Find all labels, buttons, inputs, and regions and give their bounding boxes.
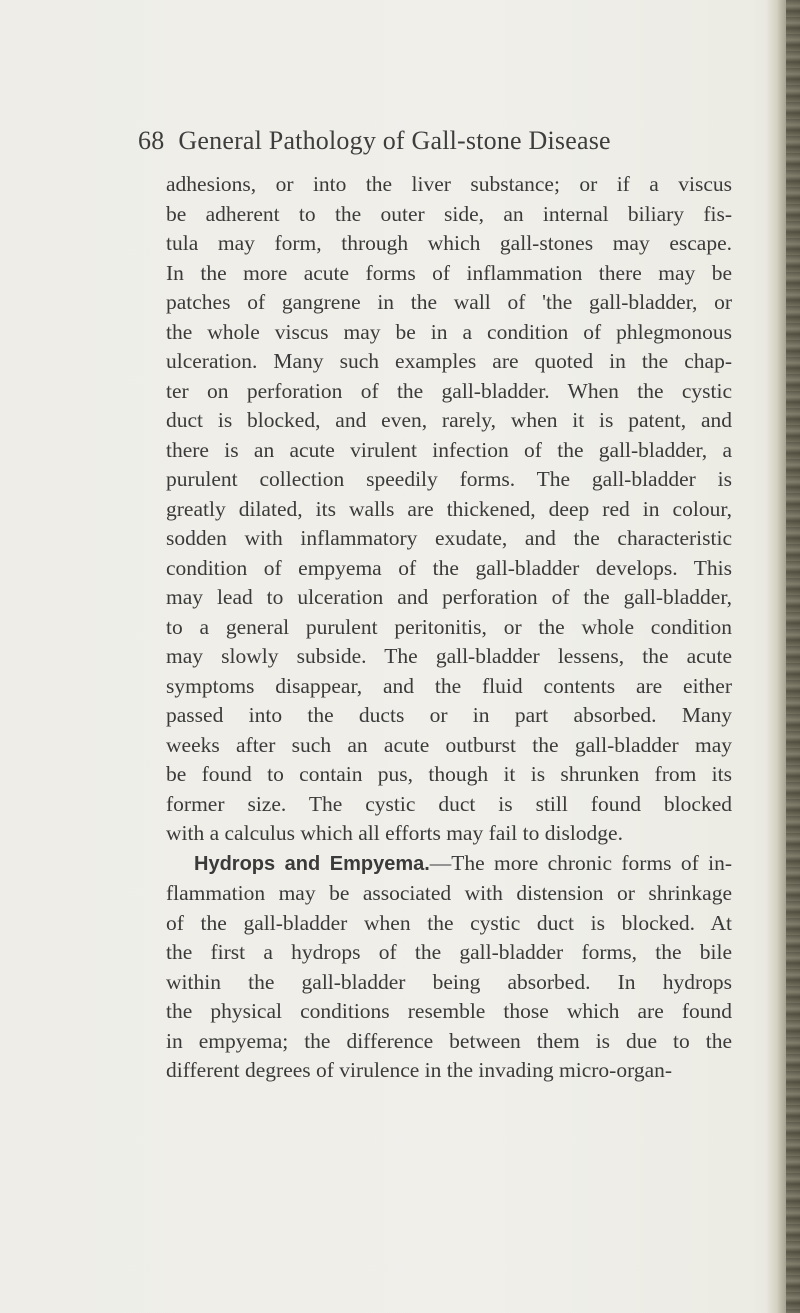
page-edge-shadow (766, 0, 800, 1313)
text-line: passed into the ducts or in part absorbed. Many (166, 703, 732, 727)
text-line: patches of gangrene in the wall of 'the gall-bladder, or (166, 290, 732, 314)
text-line: ulceration. Many such examples are quoted in the chap- (166, 349, 732, 373)
text-line: condition of empyema of the gall-bladder develops. This (166, 555, 732, 580)
running-header (138, 126, 611, 156)
text-line: weeks after such an acute outburst the gall-bladder may (166, 732, 732, 757)
page-number: 68 (138, 126, 165, 155)
text-line: within the gall-bladder being absorbed. In hydrops (166, 969, 732, 994)
text-line: different degrees of virulence in the invading micro-organ- (166, 1058, 673, 1082)
text-line: duct is blocked, and even, rarely, when it is patent, and (166, 408, 732, 432)
body-text (166, 170, 732, 1086)
text-line: with a calculus which all efforts may fail to dislodge. (166, 821, 623, 845)
text-line: tula may form, through which gall-stones may escape. (166, 231, 732, 255)
section-heading: Hydrops and Empyema. (194, 852, 430, 875)
text-line: to a general purulent peritonitis, or the whole condition (166, 614, 732, 639)
text-line: the whole viscus may be in a condition of phlegmonous (166, 319, 732, 344)
text-line: adhesions, or into the liver substance; or if a viscus (166, 172, 732, 196)
text-line: may lead to ulceration and perforation of the gall-bladder, (166, 585, 732, 609)
section-first-line-text: —The more chronic forms of in- (429, 850, 733, 875)
text-line: there is an acute virulent infection of the gall-bladder, a (166, 437, 732, 462)
text-line: in empyema; the difference between them is due to the (166, 1028, 732, 1053)
text-line: In the more acute forms of inflammation there may be (166, 260, 732, 285)
section-first-line (166, 849, 732, 880)
text-line: ter on perforation of the gall-bladder. When the cystic (166, 378, 732, 403)
text-line: former size. The cystic duct is still found blocked (166, 791, 732, 816)
text-line: may slowly subside. The gall-bladder lessens, the acute (166, 644, 732, 668)
text-line: greatly dilated, its walls are thickened, deep red in colour, (166, 496, 732, 521)
text-line: of the gall-bladder when the cystic duct is blocked. At (166, 910, 732, 935)
text-line: be found to contain pus, though it is shrunken from its (166, 762, 732, 786)
text-line: symptoms disappear, and the fluid contents are either (166, 673, 732, 698)
text-line: the physical conditions resemble those which are found (166, 999, 732, 1023)
text-line: flammation may be associated with distension or shrinkage (166, 881, 732, 905)
text-line: the first a hydrops of the gall-bladder forms, the bile (166, 940, 732, 964)
running-title: General Pathology of Gall-stone Disease (178, 126, 611, 155)
text-line: purulent collection speedily forms. The gall-bladder is (166, 467, 732, 491)
text-line: be adherent to the outer side, an internal biliary fis- (166, 201, 732, 226)
text-line: sodden with inflammatory exudate, and the characteristic (166, 526, 732, 550)
